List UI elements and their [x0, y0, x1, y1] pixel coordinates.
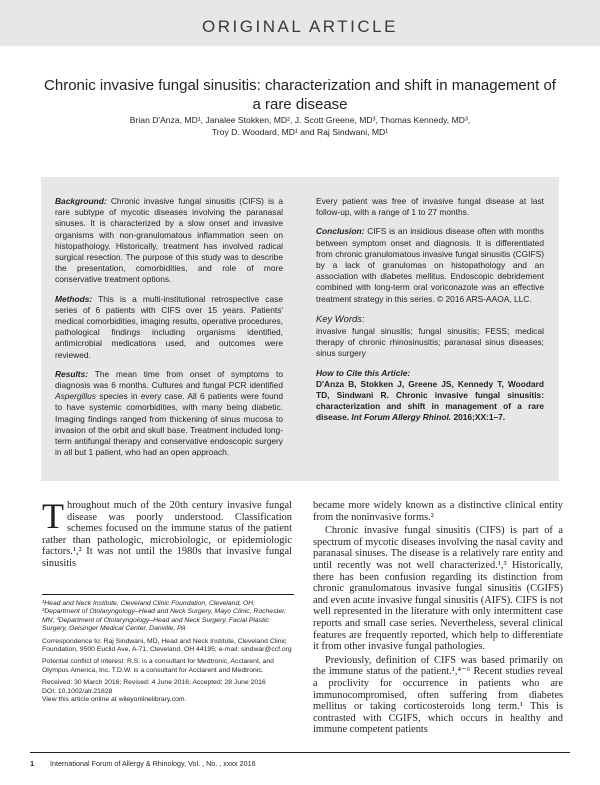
journal-footer: International Forum of Allergy & Rhinology, Vol. , No. , xxxx 2016 [50, 759, 256, 768]
methods-label: Methods: [55, 293, 93, 304]
abstract-methods [55, 294, 283, 361]
keywords-label: Key Words: [316, 312, 365, 324]
abstract-conclusion [316, 226, 544, 304]
cite-label: How to Cite this Article: [316, 367, 411, 378]
correspondence: Correspondence to: Raj Sindwani, MD, Head and Neck Institute, Cleveland Clinic Foundation, 9500 Euclid Ave, A-71, Cleveland, OH 44195; e-mail: sindwar@ccf.org [42, 637, 292, 654]
keywords-text: invasive fungal sinusitis; fungal sinusitis; FESS; medical therapy of chronic rhinosinusitis; paranasal sinus diseases; sinus surgery [316, 326, 544, 359]
body-para-2: Chronic invasive fungal sinusitis (CIFS) is part of a spectrum of mycotic diseases involving the nasal cavity and paranasal sinuses. The disease is a relatively rare entity and until recently was not well characterized.¹,³ Historically, there has been confusion regarding its distinction from chronic granulomatous invasive fungal sinusitis (CGIFS) and even acute invasive fungal sinusitis (AIFS). CIFS is not well represented in the literature with only intermittent case reports and small case series. Nevertheless, several clinical features are frequently reported, which help to differentiate it from other invasive fungal pathologies. [313, 525, 563, 653]
intro-paragraph [42, 496, 292, 570]
authors-line-1: Brian D'Anza, MD¹, Janalee Stokken, MD², J. Scott Greene, MD³, Thomas Kennedy, MD³, [129, 115, 471, 125]
conclusion-label: Conclusion: [316, 226, 365, 237]
cite-tail: 2016;XX:1–7. [453, 412, 506, 423]
results-text-b: species in every case. All 6 patients were found to have systemic comorbidities, with many being diabetic. Imaging findings ranged from thickening of sinus mucosa to invasion of the orbit and skull base. Treatment included long-term antifungal therapy and conservative endoscopic surgery in all but 1 patient, who had an open approach. [55, 391, 283, 458]
abstract-background [55, 196, 283, 286]
background-text: Chronic invasive fungal sinusitis (CIFS) is a rare subtype of mycotic diseases involving the paranasal sinuses. It is characterized by a slow onset and invasive organisms with non-granulomatous inflammation seen on histopathology. Historically, treatment has involved radical surgical resection. The purpose of this study was to describe the presentation, comorbidities, and role of more conservative treatment options. [55, 196, 284, 285]
results-label: Results: [55, 368, 89, 379]
abstract-right-column [316, 196, 544, 432]
conclusion-text: CIFS is an insidious disease often with months between symptom onset and diagnosis. It is differentiated from chronic granulomatous invasive fungal sinusitis (CGIFS) by a lack of granulomas on histopathology and an association with diabetes mellitus. Endoscopic debridement combined with long-term oral voriconazole was an effective treatment strategy in this series. © 2016 ARS-AAOA, LLC. [316, 226, 544, 304]
article-type-label: ORIGINAL ARTICLE [202, 17, 398, 36]
results-continued: Every patient was free of invasive fungal disease at last follow-up, with a range of 1 to 27 months. [316, 196, 544, 218]
intro-text: hroughout much of the 20th century invasive fungal disease was poorly understood. Classification schemes focused on the immune status of the patient rather than pathologic, microbiologic, or epidemiologic factors.¹,² It was not until the 1980s that invasive fungal sinusitis [42, 500, 292, 569]
abstract-results [55, 369, 283, 459]
abstract-left-column [55, 196, 283, 466]
affiliations: ¹Head and Neck Institute, Cleveland Clinic Foundation, Cleveland, OH; ²Department of Otolaryngology–Head and Neck Surgery, Mayo Clinic, Rochester, MN; ³Department of Otolaryngology–Head and Neck Surgery, Facial Plastic Surgery, Geisinger Medical Center, Danville, PA [42, 600, 286, 633]
results-organism: Aspergillus [55, 391, 96, 402]
cite-journal: Int Forum Allergy Rhinol. [351, 412, 452, 423]
article-title: Chronic invasive fungal sinusitis: characterization and shift in management of a rare disease [44, 77, 556, 113]
authors-line-2: Troy D. Woodard, MD¹ and Raj Sindwani, MD¹ [211, 127, 389, 137]
abstract-keywords [316, 313, 544, 360]
methods-text: This is a multi-institutional retrospective case series of 6 patients with CIFS over 15 years. Patients' medical comorbidities, imaging results, operative procedures, pathological findings including organisms identified, antimicrobial medications used, and outcomes were reviewed. [55, 293, 283, 360]
abstract-citation [316, 368, 544, 424]
drop-cap: T [42, 496, 64, 536]
footnotes [42, 600, 294, 704]
results-text-a: The mean time from onset of symptoms to diagnosis was 6 months. Cultures and fungal PCR identified [55, 368, 283, 391]
body-para-1: became more widely known as a distinctive clinical entity from the noninvasive forms.² [313, 500, 563, 523]
cite-text: D'Anza B, Stokken J, Greene JS, Kennedy T, Woodard TD, Sindwani R. Chronic invasive fungal sinusitis: characterization and shift in management of a rare disease. [316, 378, 544, 423]
body-right-column [313, 500, 563, 738]
footer-divider [30, 752, 570, 753]
received-dates: Received: 30 March 2016; Revised: 4 June 2016; Accepted: 28 June 2016 [42, 679, 266, 687]
doi: DOI: 10.1002/alr.21828 [42, 687, 113, 695]
author-list [70, 114, 530, 138]
conflict-of-interest: Potential conflict of interest: R.S. is a consultant for Medtronic, Acclarent, and Olympus America, Inc. T.D.W. is a consultant for Acclarent and Medtronic. [42, 658, 274, 674]
background-label: Background: [55, 196, 107, 206]
footnote-divider [42, 594, 294, 595]
body-left-column [42, 496, 292, 572]
body-para-3: Previously, definition of CIFS was based primarily on the immune status of the patient.¹,⁴⁻⁶ Recent studies reveal a proclivity for occurrence in patients who are immunocompromised, often suffering from diabetes mellitus or taking corticosteroids long term.¹ This is contrasted with CGIFS, which occurs in healthy and immune competent patients [313, 654, 563, 736]
online-link[interactable]: View this article online at wileyonlinelibrary.com. [42, 696, 187, 704]
dates-block [42, 679, 294, 704]
page-number: 1 [30, 759, 35, 768]
